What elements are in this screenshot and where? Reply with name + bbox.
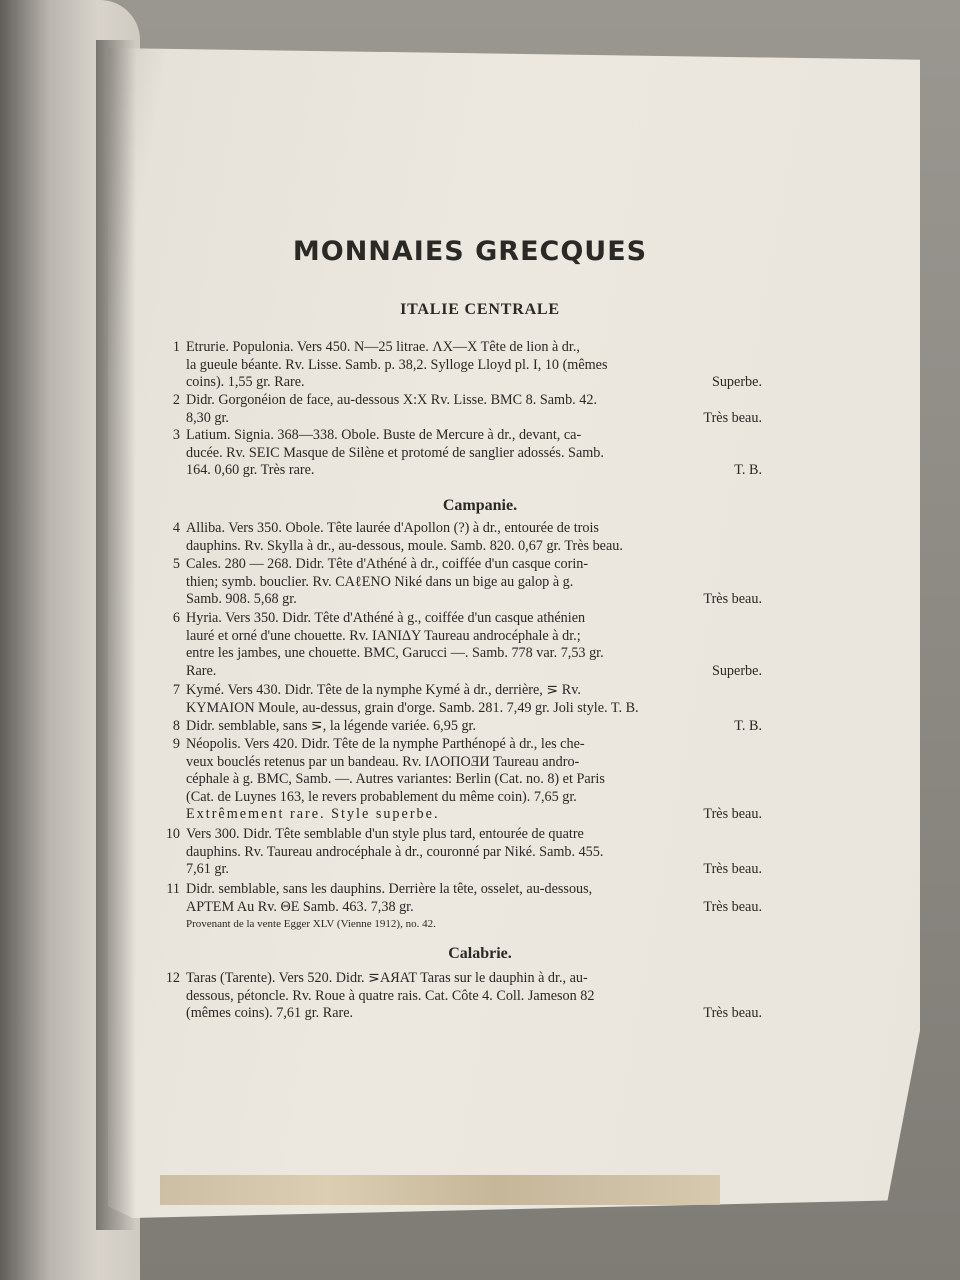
lot-line: dessous, pétoncle. Rv. Roue à quatre rais. Cat. Côte 4. Coll. Jameson 82: [186, 987, 595, 1004]
lot-line: céphale à g. BMC, Samb. —. Autres variantes: Berlin (Cat. no. 8) et Paris: [186, 771, 605, 788]
lot-grade: Superbe.: [711, 662, 762, 679]
lot-5: [168, 556, 762, 609]
lot-line: veux bouclés retenus par un bandeau. Rv. IΛOΠOƎИ Taureau andro-: [186, 753, 580, 770]
lot-4: [168, 520, 762, 555]
provenance-note: Provenant de la vente Egger XLV (Vienne 1912), no. 42.: [186, 918, 436, 931]
section-heading-campanie: Campanie.: [442, 497, 518, 514]
lot-3: [168, 427, 762, 480]
lot-grade: Superbe.: [711, 374, 762, 391]
lot-line: 8,30 gr. Très beau.: [186, 409, 762, 426]
lot-number: 2: [172, 392, 180, 408]
lot-line: thien; symb. bouclier. Rv. CAℓENO Niké dans un bige au galop à g.: [186, 573, 574, 590]
lot-grade: Très beau.: [703, 898, 762, 915]
lot-grade: Très beau.: [703, 591, 762, 608]
lot-line: (mêmes coins). 7,61 gr. Rare. Très beau.: [186, 1005, 762, 1022]
lot-line: Extrêmement rare. Style superbe. Très beau.: [186, 806, 762, 823]
lot-number: 11: [166, 881, 180, 897]
lot-number: 9: [172, 736, 180, 752]
lot-line: Alliba. Vers 350. Obole. Tête laurée d'Apollon (?) à dr., entourée de trois: [186, 520, 599, 536]
lot-number: 1: [172, 339, 180, 355]
lot-number: 5: [172, 556, 180, 572]
lot-1: [168, 339, 762, 392]
lot-grade: Très beau.: [703, 806, 762, 823]
lot-line: Rare. Superbe.: [186, 662, 762, 679]
section-heading-calabrie: Calabrie.: [448, 945, 512, 962]
lot-line: Didr. semblable, sans les dauphins. Derrière la tête, osselet, au-dessous,: [186, 881, 593, 897]
lot-line: coins). 1,55 gr. Rare. Superbe.: [186, 374, 762, 391]
lot-line: Samb. 908. 5,68 gr. Très beau.: [186, 591, 762, 608]
lot-line: Néopolis. Vers 420. Didr. Tête de la nymphe Parthénopé à dr., les che-: [186, 736, 585, 752]
lot-number: 3: [172, 427, 180, 443]
lot-grade: Très beau.: [703, 1005, 762, 1022]
lot-grade: T. B.: [734, 718, 762, 734]
lot-8: [168, 718, 762, 736]
lot-line: (Cat. de Luynes 163, le revers probablement du même coin). 7,65 gr.: [186, 788, 577, 805]
lot-line: Latium. Signia. 368—338. Obole. Buste de Mercure à dr., devant, ca-: [186, 427, 582, 443]
lot-line: la gueule béante. Rv. Lisse. Samb. p. 38,2. Sylloge Lloyd pl. I, 10 (mêmes: [186, 356, 608, 373]
lot-line: lauré et orné d'une chouette. Rv. IANIΔY Taureau androcéphale à dr.;: [186, 627, 581, 644]
lot-number: 7: [172, 682, 180, 698]
lot-grade: Très beau.: [703, 861, 762, 878]
page-title: MONNAIES GRECQUES: [292, 236, 648, 267]
lot-line: APTEM Au Rv. ΘE Samb. 463. 7,38 gr. Très beau.: [186, 898, 762, 915]
lot-grade: Très beau.: [703, 409, 762, 426]
lot-number: 6: [172, 610, 180, 626]
lot-grade: T. B.: [734, 462, 762, 479]
lot-number: 8: [172, 718, 180, 734]
lot-line: Etrurie. Populonia. Vers 450. N—25 litrae. ΛX—X Tête de lion à dr.,: [186, 339, 580, 355]
lot-2: [168, 392, 762, 427]
lot-9: [168, 736, 762, 824]
lot-12: [165, 970, 762, 1023]
lot-line: Kymé. Vers 430. Didr. Tête de la nymphe Kymé à dr., derrière, ⋝ Rv.: [186, 682, 581, 698]
lot-line: Vers 300. Didr. Tête semblable d'un style plus tard, entourée de quatre: [186, 826, 584, 842]
lot-line: ducée. Rv. SEIC Masque de Silène et protomé de sanglier adossés. Samb.: [186, 444, 604, 461]
lot-number: 4: [172, 520, 180, 536]
lot-number: 10: [165, 826, 180, 842]
lot-line: dauphins. Rv. Skylla à dr., au-dessous, moule. Samb. 820. 0,67 gr. Très beau.: [186, 537, 623, 554]
lot-11: [168, 881, 762, 934]
lot-line: 7,61 gr. Très beau.: [186, 861, 762, 878]
lot-line: Didr. Gorgonéion de face, au-dessous X:X Rv. Lisse. BMC 8. Samb. 42.: [186, 392, 597, 408]
lot-line: dauphins. Rv. Taureau androcéphale à dr., couronné par Niké. Samb. 455.: [186, 843, 604, 860]
lot-line: KYMAION Moule, au-dessus, grain d'orge. Samb. 281. 7,49 gr. Joli style. T. B.: [186, 699, 639, 716]
lot-6: [168, 610, 762, 680]
lot-7: [168, 682, 762, 717]
lot-line: Didr. semblable, sans ⋝, la légende variée. 6,95 gr. T. B.: [186, 718, 762, 734]
lot-line: Taras (Tarente). Vers 520. Didr. ⋝AЯAT Taras sur le dauphin à dr., au-: [186, 970, 588, 986]
lot-line: 164. 0,60 gr. Très rare. T. B.: [186, 462, 762, 479]
lot-line: entre les jambes, une chouette. BMC, Garucci —. Samb. 778 var. 7,53 gr.: [186, 645, 604, 662]
lot-number: 12: [165, 970, 180, 986]
lot-10: [165, 826, 762, 879]
lot-line: Cales. 280 — 268. Didr. Tête d'Athéné à dr., coiffée d'un casque corin-: [186, 556, 589, 572]
lot-line: Hyria. Vers 350. Didr. Tête d'Athéné à g., coiffée d'un casque athénien: [186, 610, 586, 626]
section-heading-italie: ITALIE CENTRALE: [400, 301, 560, 318]
